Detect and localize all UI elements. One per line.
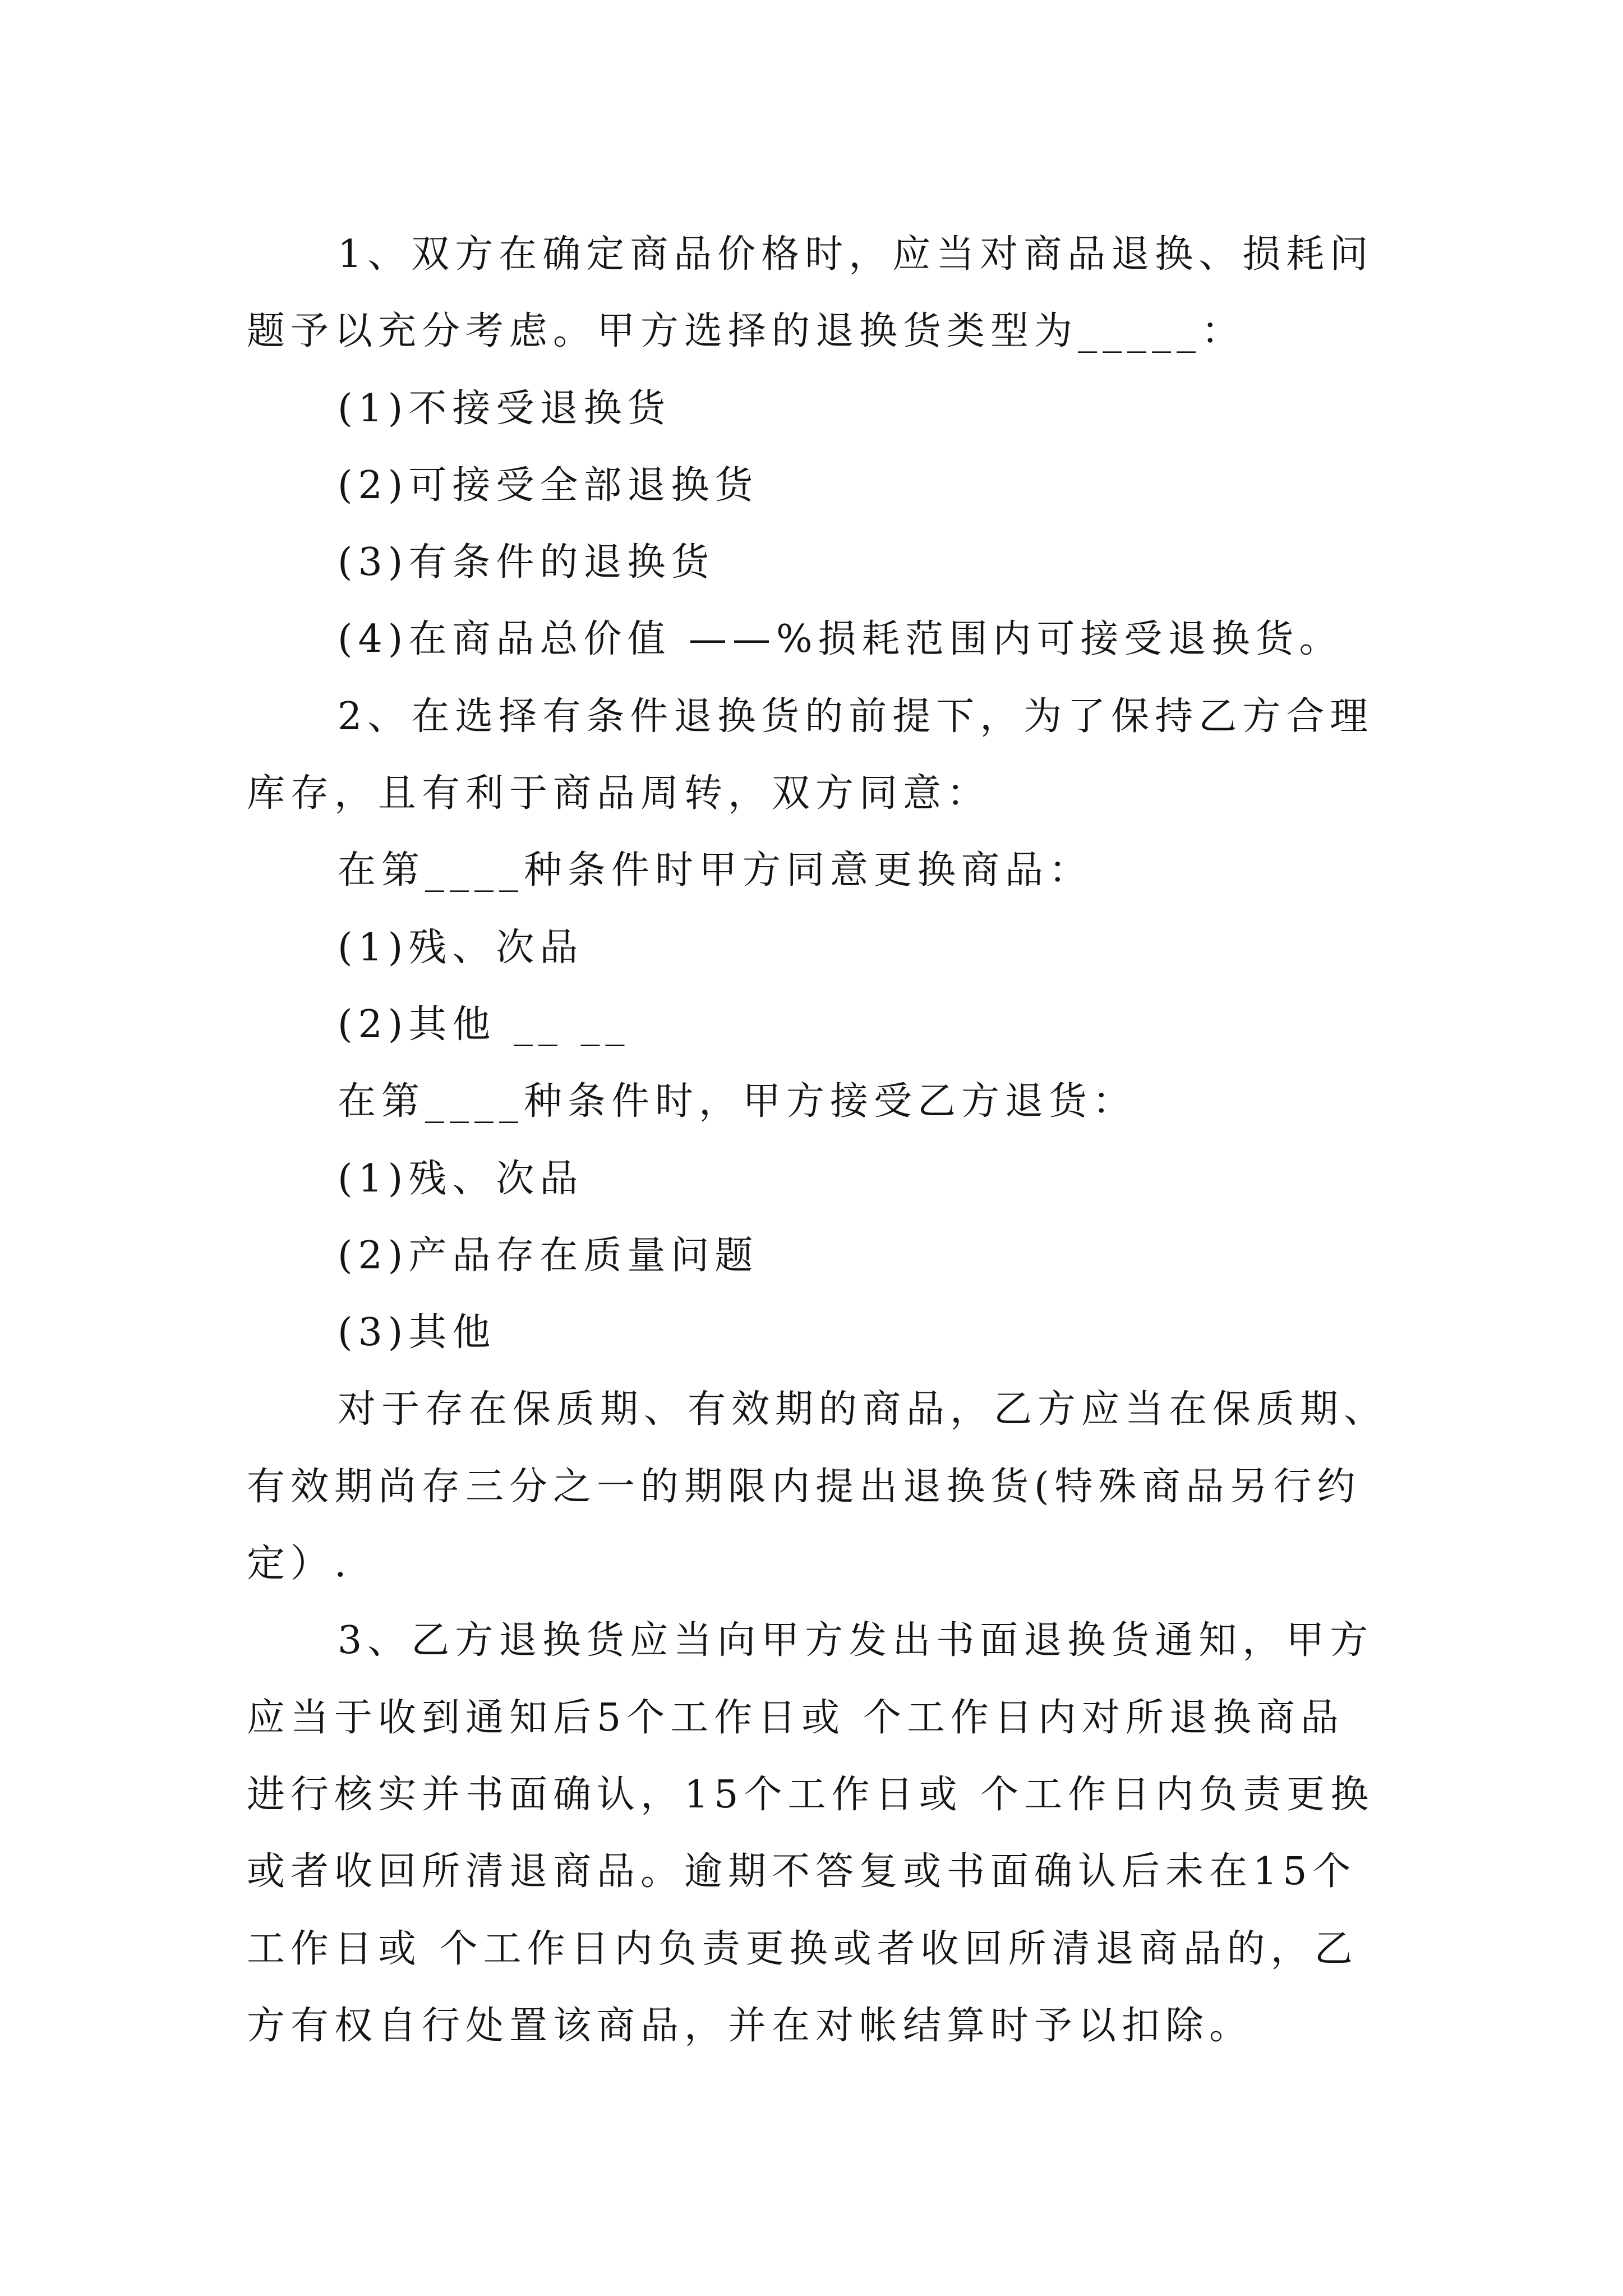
text-line: 有效期尚存三分之一的期限内提出退换货(特殊商品另行约: [247, 1464, 1361, 1509]
text-line: 进行核实并书面确认，15个工作日或 个工作日内负责更换: [247, 1772, 1375, 1817]
text-line: (3)其他: [338, 1310, 496, 1355]
text-line: 题予以充分考虑。甲方选择的退换货类型为_____：: [247, 309, 1246, 354]
text-line: 工作日或 个工作日内负责更换或者收回所清退商品的，乙: [247, 1926, 1358, 1971]
text-line: 应当于收到通知后5个工作日或 个工作日内对所退换商品: [247, 1695, 1344, 1740]
text-line: 对于存在保质期、有效期的商品，乙方应当在保质期、: [338, 1387, 1388, 1432]
text-line: 或者收回所清退商品。逾期不答复或书面确认后未在15个: [247, 1849, 1357, 1894]
text-line: (1)残、次品: [338, 1156, 584, 1201]
text-line: (1)不接受退换货: [338, 386, 671, 431]
text-line: 1、双方在确定商品价格时，应当对商品退换、损耗问: [338, 232, 1374, 277]
text-line: (2)可接受全部退换货: [338, 463, 759, 508]
text-line: 方有权自行处置该商品，并在对帐结算时予以扣除。: [247, 2003, 1253, 2048]
text-line: (3)有条件的退换货: [338, 540, 715, 585]
text-line: 3、乙方退换货应当向甲方发出书面退换货通知，甲方: [338, 1618, 1374, 1663]
text-line: 库存，且有利于商品周转，双方同意：: [247, 771, 991, 816]
text-line: 在第____种条件时，甲方接受乙方退货：: [338, 1079, 1137, 1124]
text-line: (2)其他 __ __: [338, 1002, 630, 1047]
text-line: 定）.: [247, 1542, 352, 1586]
text-line: (2)产品存在质量问题: [338, 1233, 759, 1278]
text-line: (4)在商品总价值 ——%损耗范围内可接受退换货。: [338, 617, 1343, 662]
text-line: 2、在选择有条件退换货的前提下，为了保持乙方合理: [338, 694, 1374, 739]
text-line: (1)残、次品: [338, 925, 584, 970]
text-line: 在第____种条件时甲方同意更换商品：: [338, 848, 1093, 893]
document-body: [247, 216, 1391, 2064]
